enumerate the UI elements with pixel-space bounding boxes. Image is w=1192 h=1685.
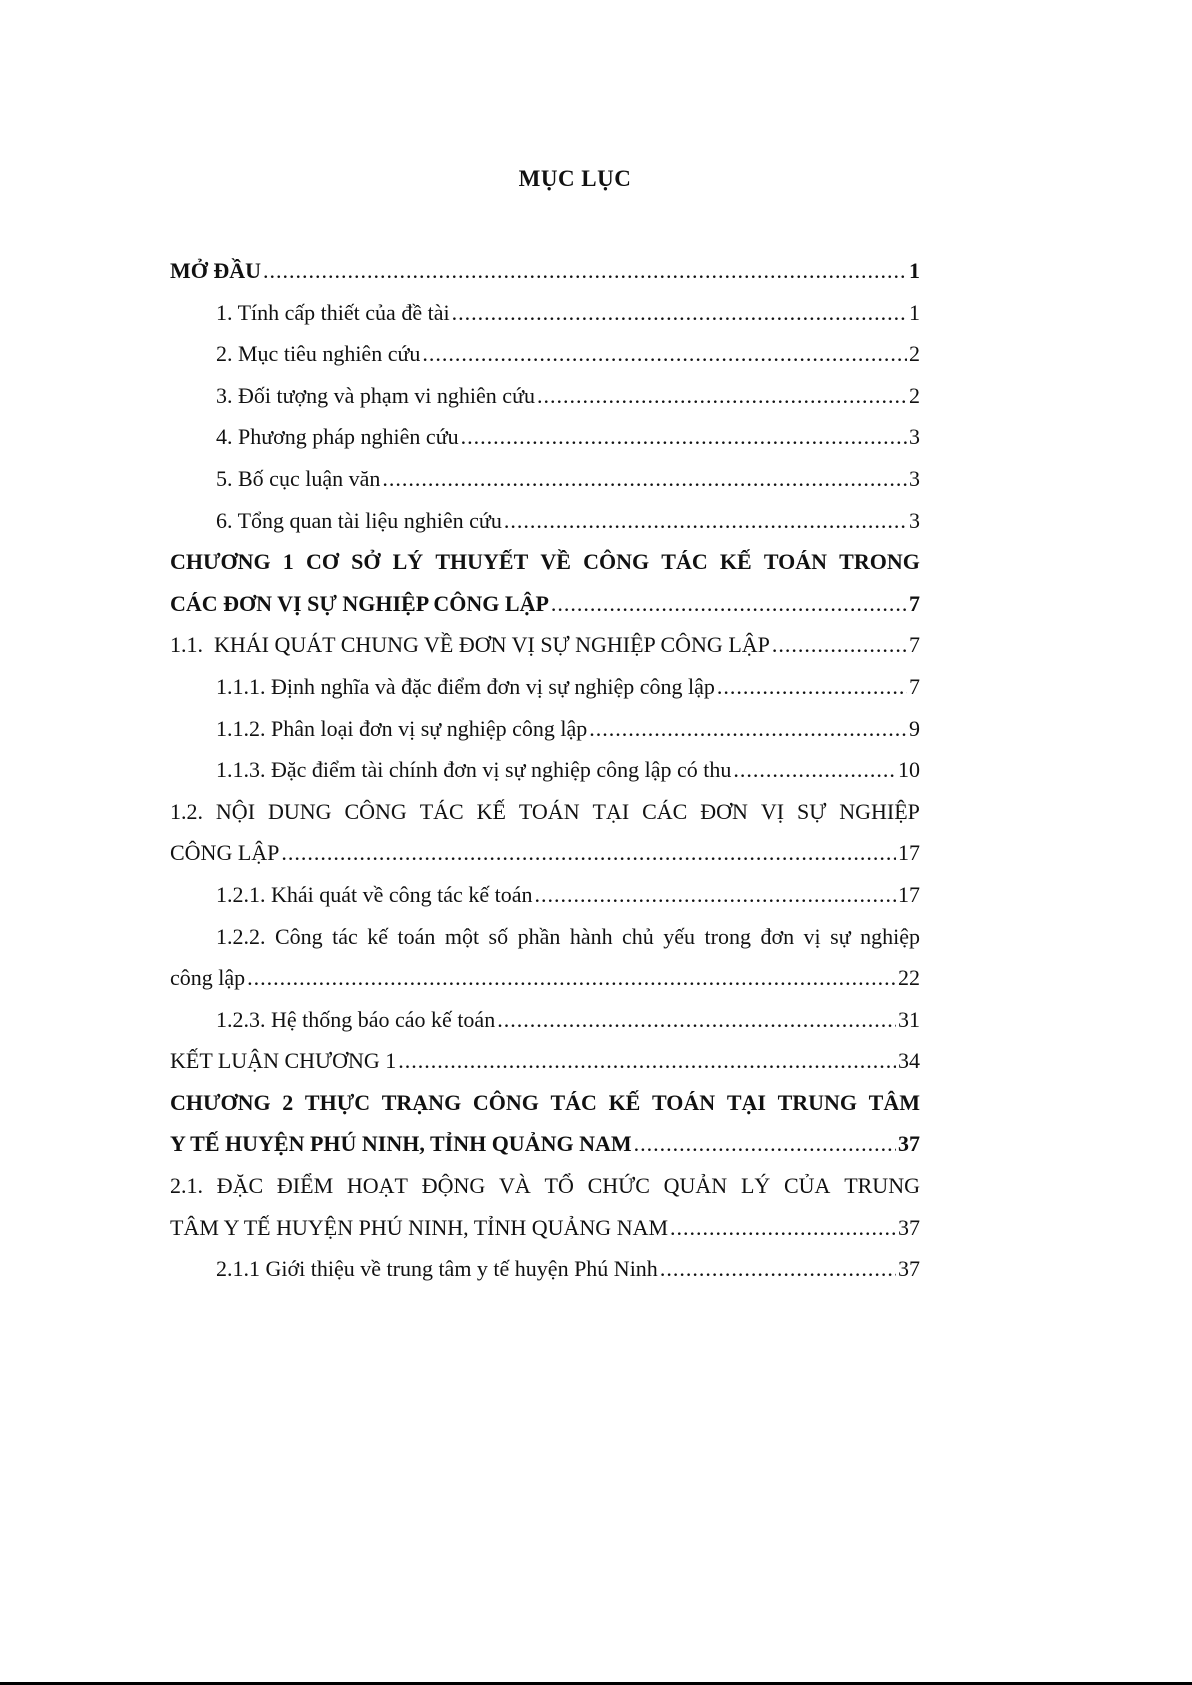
toc-word: ĐỘNG: [421, 1173, 486, 1199]
toc-entry-1-1[interactable]: [170, 624, 920, 666]
toc-word: THỰC: [304, 1089, 371, 1115]
toc-entry-chapter-1-line2[interactable]: [170, 583, 920, 625]
toc-entry-1-1-1[interactable]: [170, 666, 920, 708]
toc-page-number: 1: [909, 258, 920, 283]
toc-word: CHƯƠNG: [170, 549, 271, 575]
toc-page-number: 31: [898, 1006, 920, 1032]
toc-word: CỦA: [784, 1173, 831, 1199]
toc-entry-chapter-2-line2[interactable]: [170, 1123, 920, 1165]
toc-word: TẠI: [726, 1089, 766, 1115]
toc-entry-text: CÔNG LẬP: [170, 840, 280, 866]
toc-word: CÔNG: [344, 798, 407, 824]
toc-word: NGHIỆP: [839, 798, 920, 824]
toc-page-number: 7: [909, 590, 920, 616]
toc-entry-text: 2. Mục tiêu nghiên cứu: [216, 341, 421, 367]
toc-entry-1-2-2-line1[interactable]: [170, 916, 920, 958]
toc-entry-text: KẾT LUẬN CHƯƠNG 1: [170, 1048, 397, 1074]
toc-word: hành: [569, 923, 613, 949]
toc-word: CHƯƠNG: [170, 1089, 271, 1115]
toc-title: MỤC LỤC: [518, 166, 632, 191]
toc-entry-text: công lập: [170, 965, 246, 991]
toc-word: TOÁN: [518, 798, 580, 824]
toc-entry-text: 1. Tính cấp thiết của đề tài: [216, 299, 450, 325]
toc-page-number: 37: [898, 1256, 920, 1282]
toc-word: HOẠT: [346, 1173, 408, 1199]
dot-leader: [461, 416, 907, 458]
toc-word: LÝ: [392, 549, 424, 575]
toc-entry-2[interactable]: [170, 333, 920, 375]
toc-word: ĐẶC: [216, 1173, 264, 1199]
toc-entry-2-1-line1[interactable]: [170, 1165, 920, 1207]
toc-entry-chapter-2-line1[interactable]: [170, 1082, 920, 1124]
toc-word: VỀ: [540, 549, 571, 575]
dot-leader: [670, 1207, 896, 1249]
toc-page-number: 17: [898, 881, 920, 907]
toc-word: TOÁN: [652, 1089, 716, 1115]
toc-page-number: 34: [898, 1048, 920, 1074]
toc-entry-1-2-line2[interactable]: [170, 832, 920, 874]
toc-entry-text: 2.1.1 Giới thiệu về trung tâm y tế huyện Phú Ninh: [216, 1256, 658, 1282]
toc-word: 1.2.: [170, 798, 203, 824]
dot-leader: [452, 292, 907, 334]
toc-entry-3[interactable]: [170, 375, 920, 417]
dot-leader: [717, 666, 907, 708]
toc-page-number: 7: [909, 632, 920, 658]
toc-page-number: 3: [909, 465, 920, 491]
toc-word: KẾ: [476, 798, 506, 824]
toc-entry-1-2-3[interactable]: [170, 999, 920, 1041]
toc-entry-1-2-2-line2[interactable]: [170, 957, 920, 999]
toc-word: CƠ: [305, 549, 339, 575]
toc-word: TRUNG: [844, 1173, 920, 1199]
toc-entry-text: MỞ ĐẦU: [170, 258, 262, 283]
toc-word: TRONG: [839, 549, 920, 575]
toc-word: KẾ: [608, 1089, 641, 1115]
toc-word: VÀ: [499, 1173, 531, 1199]
toc-word: một: [444, 923, 480, 949]
dot-leader: [634, 1123, 896, 1165]
toc-word: sự: [830, 923, 851, 949]
dot-leader: [281, 832, 896, 874]
dot-leader: [660, 1248, 896, 1290]
dot-leader: [772, 624, 907, 666]
toc-word: 2.1.: [170, 1173, 203, 1199]
toc-word: chủ: [622, 923, 654, 949]
toc-page-number: 37: [898, 1131, 920, 1157]
toc-word: KẾ: [719, 549, 752, 575]
toc-word: VỊ: [760, 798, 785, 824]
toc-word: TOÁN: [763, 549, 828, 575]
toc-word: TỔ: [544, 1173, 574, 1199]
toc-entry-text: 1.2.1. Khái quát về công tác kế toán: [216, 881, 533, 907]
toc-word: THUYẾT: [435, 549, 529, 575]
toc-word: đơn: [760, 923, 795, 949]
toc-entry-1-2-line1[interactable]: [170, 791, 920, 833]
toc-entry-text: Y TẾ HUYỆN PHÚ NINH, TỈNH QUẢNG NAM: [170, 1131, 632, 1157]
toc-page-number: 7: [909, 673, 920, 699]
dot-leader: [534, 874, 896, 916]
toc-word: phần: [517, 923, 561, 949]
toc-word: DUNG: [267, 798, 332, 824]
toc-word: kế: [367, 923, 389, 949]
toc-word: 1.2.2.: [216, 923, 266, 949]
toc-word: số: [488, 923, 509, 949]
toc-word: TRẠNG: [381, 1089, 462, 1115]
toc-entry-text: 1.2.3. Hệ thống báo cáo kế toán: [216, 1006, 496, 1032]
toc-entry-ket-luan-chuong-1[interactable]: [170, 1040, 920, 1082]
toc-page-number: 1: [909, 299, 920, 325]
toc-entry-text: 5. Bố cục luận văn: [216, 465, 381, 491]
toc-word: trong: [704, 923, 751, 949]
toc-page-number: 22: [898, 965, 920, 991]
toc-word: LÝ: [740, 1173, 771, 1199]
toc-word: NỘI: [215, 798, 256, 824]
dot-leader: [733, 749, 896, 791]
toc-word: ĐIỂM: [276, 1173, 334, 1199]
toc-entry-text: 6. Tổng quan tài liệu nghiên cứu: [216, 507, 502, 533]
toc-entry-2-1-1[interactable]: [170, 1248, 920, 1290]
toc-word: Công: [274, 923, 323, 949]
toc-word: TRUNG: [777, 1089, 858, 1115]
toc-page-number: 2: [909, 382, 920, 408]
toc-page-number: 3: [909, 424, 920, 450]
toc-entry-2-1-line2[interactable]: [170, 1207, 920, 1249]
toc-word: toán: [397, 923, 436, 949]
toc-page-number: 9: [909, 715, 920, 741]
dot-leader: [497, 999, 896, 1041]
toc-entry-text: 1.1.1. Định nghĩa và đặc điểm đơn vị sự nghiệp công lập: [216, 673, 715, 699]
toc-word: CHỨC: [587, 1173, 650, 1199]
dot-leader: [398, 1040, 896, 1082]
toc-word: yếu: [663, 923, 696, 949]
dot-leader: [263, 250, 907, 292]
toc-entry-text: 4. Phương pháp nghiên cứu: [216, 424, 459, 450]
toc-entry-chapter-1-line1[interactable]: [170, 541, 920, 583]
toc-entry-text: CÁC ĐƠN VỊ SỰ NGHIỆP CÔNG LẬP: [170, 590, 549, 616]
toc-page-number: 37: [898, 1214, 920, 1240]
toc-entry-1-1-2[interactable]: [170, 708, 920, 750]
dot-leader: [551, 583, 907, 625]
toc-word: SỰ: [797, 798, 827, 824]
dot-leader: [504, 500, 907, 542]
dot-leader: [382, 458, 907, 500]
dot-leader: [422, 333, 907, 375]
toc-word: CÁC: [642, 798, 688, 824]
dot-leader: [589, 708, 907, 750]
toc-word: TÁC: [419, 798, 464, 824]
dot-leader: [247, 957, 896, 999]
toc-entry-1-1-3[interactable]: [170, 749, 920, 791]
toc-word: 2: [282, 1089, 294, 1115]
toc-word: SỞ: [351, 549, 381, 575]
toc-word: TẠI: [592, 798, 630, 824]
toc-page-number: 10: [898, 757, 920, 783]
toc-page-number: 2: [909, 341, 920, 367]
toc-word: TÁC: [550, 1089, 597, 1115]
toc-entry-1[interactable]: [170, 292, 920, 334]
toc-entry-text: 1.1.2. Phân loại đơn vị sự nghiệp công lập: [216, 715, 588, 741]
toc-word: TÂM: [868, 1089, 920, 1115]
toc-entry-text: 3. Đối tượng và phạm vi nghiên cứu: [216, 382, 535, 408]
toc-entry-text: 1.1.3. Đặc điểm tài chính đơn vị sự nghiệp công lập có thu: [216, 757, 732, 783]
toc-entry-6[interactable]: [170, 500, 920, 542]
dot-leader: [537, 375, 907, 417]
toc-entry-text: TÂM Y TẾ HUYỆN PHÚ NINH, TỈNH QUẢNG NAM: [170, 1214, 669, 1240]
toc-entry-4[interactable]: [170, 416, 920, 458]
toc-word: ĐƠN: [700, 798, 748, 824]
toc-page-number: 3: [909, 507, 920, 533]
toc-page-number: 17: [898, 840, 920, 866]
toc-entry-5[interactable]: [170, 458, 920, 500]
toc-word: nghiệp: [860, 923, 920, 949]
table-of-contents: [170, 250, 920, 1290]
toc-word: vị: [803, 923, 821, 949]
toc-entry-mo-dau[interactable]: [170, 250, 920, 292]
toc-word: QUẢN: [663, 1173, 728, 1199]
toc-word: 1: [282, 549, 294, 575]
toc-entry-1-2-1[interactable]: [170, 874, 920, 916]
toc-word: tác: [332, 923, 358, 949]
toc-word: TÁC: [661, 549, 708, 575]
toc-word: CÔNG: [583, 549, 650, 575]
toc-entry-text: 1.1. KHÁI QUÁT CHUNG VỀ ĐƠN VỊ SỰ NGHIỆP CÔNG LẬP: [170, 632, 770, 658]
toc-word: CÔNG: [472, 1089, 539, 1115]
